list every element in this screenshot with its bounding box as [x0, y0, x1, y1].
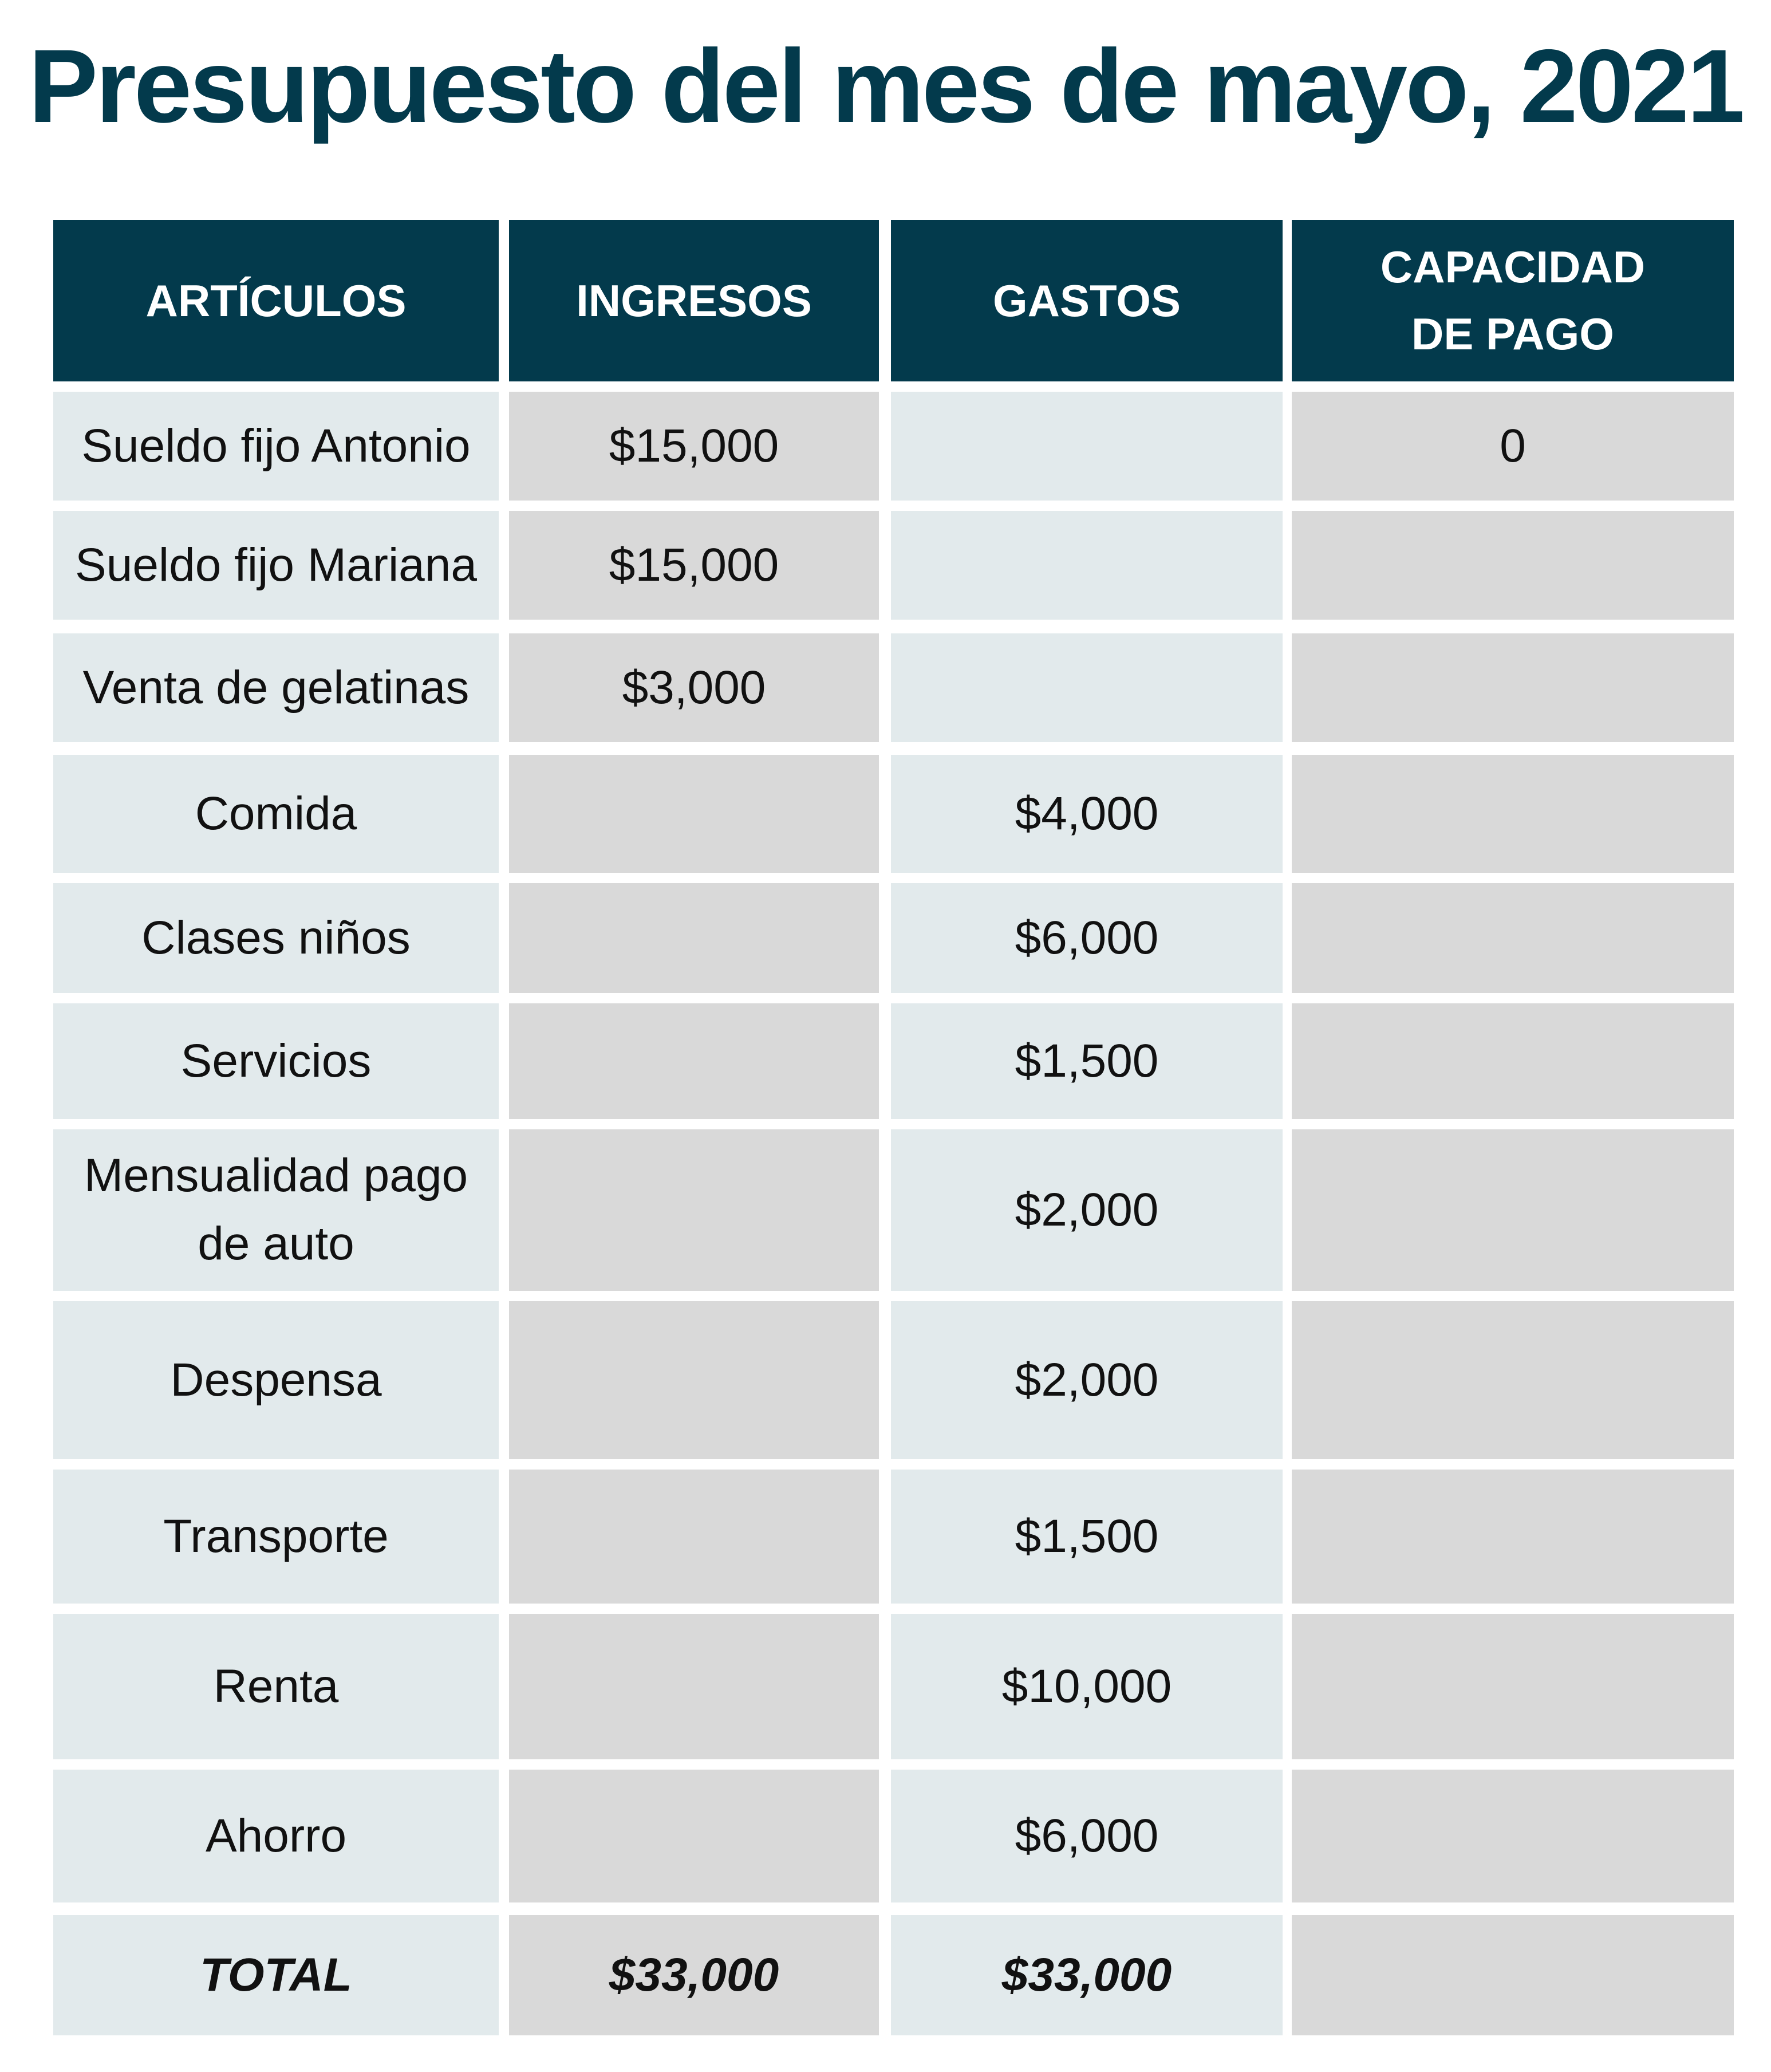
header-articulos: ARTÍCULOS	[53, 220, 499, 381]
table-cell-gastos: $6,000	[891, 1770, 1283, 1902]
table-cell-capacidad	[1292, 1301, 1734, 1459]
table-cell-gastos: $2,000	[891, 1301, 1283, 1459]
table-cell-articulo: Mensualidad pago de auto	[53, 1129, 499, 1291]
header-capacidad-de-pago: CAPACIDAD DE PAGO	[1292, 220, 1734, 381]
header-gastos: GASTOS	[891, 220, 1283, 381]
table-cell-ingresos: $15,000	[509, 511, 879, 620]
table-cell-articulo: Ahorro	[53, 1770, 499, 1902]
header-ingresos: INGRESOS	[509, 220, 879, 381]
table-cell-ingresos	[509, 1770, 879, 1902]
table-cell-gastos: $10,000	[891, 1614, 1283, 1759]
table-cell-articulo: Clases niños	[53, 883, 499, 993]
table-cell-gastos	[891, 633, 1283, 742]
table-cell-articulo: Renta	[53, 1614, 499, 1759]
total-label: TOTAL	[53, 1915, 499, 2035]
table-cell-ingresos	[509, 755, 879, 873]
table-cell-capacidad	[1292, 1770, 1734, 1902]
table-cell-capacidad	[1292, 1470, 1734, 1604]
table-cell-ingresos	[509, 1470, 879, 1604]
table-cell-ingresos	[509, 1614, 879, 1759]
table-cell-capacidad	[1292, 633, 1734, 742]
page-title: Presupuesto del mes de mayo, 2021	[28, 27, 1743, 144]
table-cell-capacidad	[1292, 1614, 1734, 1759]
table-cell-ingresos	[509, 1301, 879, 1459]
table-cell-gastos	[891, 392, 1283, 501]
table-cell-ingresos	[509, 1129, 879, 1291]
total-gastos: $33,000	[891, 1915, 1283, 2035]
table-cell-capacidad	[1292, 1129, 1734, 1291]
table-cell-capacidad	[1292, 511, 1734, 620]
table-cell-capacidad	[1292, 1003, 1734, 1119]
table-cell-gastos: $1,500	[891, 1003, 1283, 1119]
table-cell-ingresos	[509, 883, 879, 993]
table-cell-ingresos: $3,000	[509, 633, 879, 742]
table-cell-articulo: Despensa	[53, 1301, 499, 1459]
table-cell-gastos: $2,000	[891, 1129, 1283, 1291]
total-capacidad	[1292, 1915, 1734, 2035]
table-cell-gastos: $1,500	[891, 1470, 1283, 1604]
table-cell-ingresos	[509, 1003, 879, 1119]
table-cell-gastos: $6,000	[891, 883, 1283, 993]
table-cell-articulo: Servicios	[53, 1003, 499, 1119]
table-cell-articulo: Comida	[53, 755, 499, 873]
table-cell-capacidad	[1292, 883, 1734, 993]
table-cell-articulo: Sueldo fijo Antonio	[53, 392, 499, 501]
table-cell-gastos: $4,000	[891, 755, 1283, 873]
table-cell-ingresos: $15,000	[509, 392, 879, 501]
table-cell-gastos	[891, 511, 1283, 620]
table-cell-articulo: Transporte	[53, 1470, 499, 1604]
table-cell-articulo: Sueldo fijo Mariana	[53, 511, 499, 620]
table-cell-capacidad	[1292, 755, 1734, 873]
total-ingresos: $33,000	[509, 1915, 879, 2035]
table-cell-capacidad: 0	[1292, 392, 1734, 501]
table-cell-articulo: Venta de gelatinas	[53, 633, 499, 742]
